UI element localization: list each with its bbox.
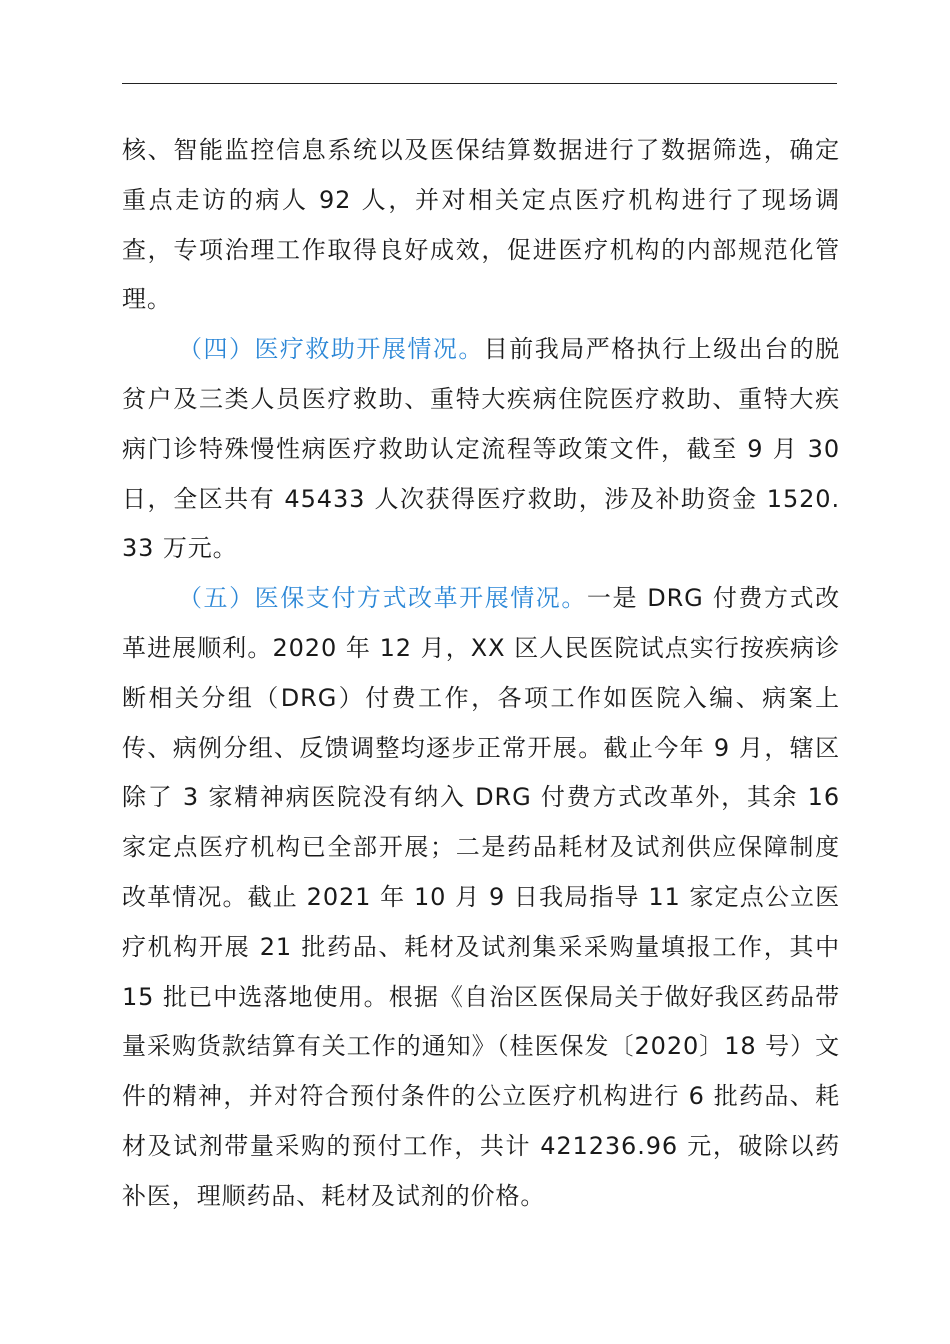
paragraph-continuation — [122, 126, 840, 325]
paragraph-text: 核、智能监控信息系统以及医保结算数据进行了数据筛选，确定重点走访的病人 92 人，并对相关定点医疗机构进行了现场调查，专项治理工作取得良好成效，促进医疗机构的内部规范化管理。 — [122, 136, 840, 314]
section-heading: （四）医疗救助开展情况。 — [178, 335, 484, 364]
paragraph-payment-reform — [122, 574, 840, 1221]
paragraph-medical-assistance — [122, 325, 840, 574]
header-divider — [122, 83, 837, 84]
document-body — [122, 126, 840, 1222]
section-heading: （五）医保支付方式改革开展情况。 — [178, 584, 587, 613]
paragraph-text: 一是 DRG 付费方式改革进展顺利。2020 年 12 月，XX 区人民医院试点实行按疾病诊断相关分组（DRG）付费工作，各项工作如医院入编、病案上传、病例分组、反馈调整均逐步正常开展。截止今年 9 月，辖区除了 3 家精神病医院没有纳入 DRG 付费方式改革外，其余 16 家定点医疗机构已全部开展；二是药品耗材及试剂供应保障制度改革情况。截止 2021 年 10 月 9 日我局指导 11 家定点公立医疗机构开展 21 批药品、耗材及试剂集采采购量填报工作，其中 15 批已中选落地使用。根据《自治区医保局关于做好我区药品带量采购货款结算有关工作的通知》（桂医保发〔2020〕18 号）文件的精神，并对符合预付条件的公立医疗机构进行 6 批药品、耗材及试剂带量采购的预付工作，共计 421236.96 元，破除以药补医，理顺药品、耗材及试剂的价格。 — [122, 584, 840, 1210]
paragraph-text: 目前我局严格执行上级出台的脱贫户及三类人员医疗救助、重特大疾病住院医疗救助、重特大疾病门诊特殊慢性病医疗救助认定流程等政策文件，截至 9 月 30 日，全区共有 45433 人次获得医疗救助，涉及补助资金 1520.33 万元。 — [122, 335, 840, 563]
